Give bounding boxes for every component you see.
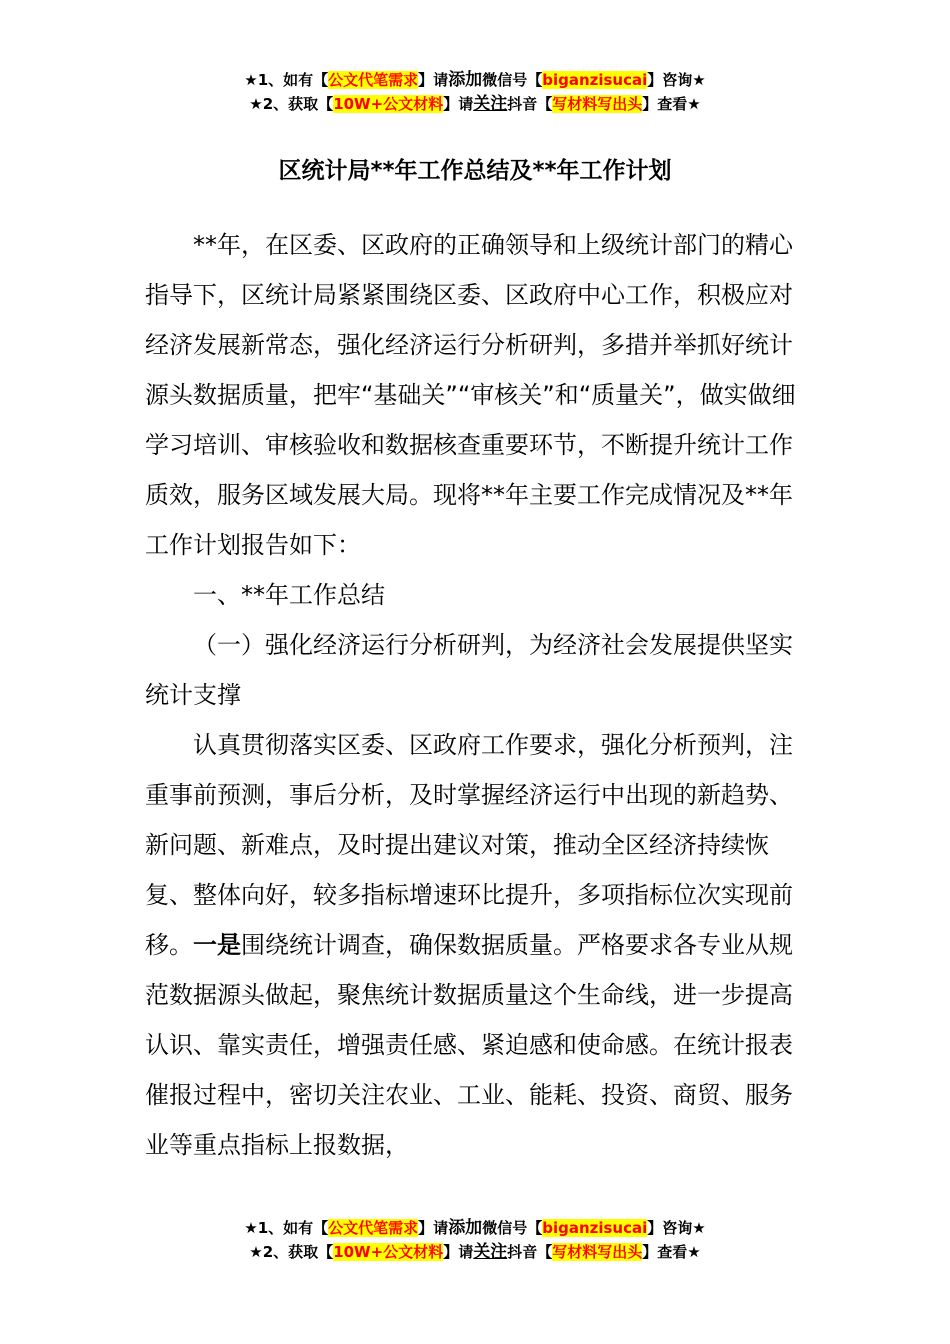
body-paragraph	[145, 720, 810, 1170]
highlight-materials: 10W+公文材料	[333, 1243, 444, 1261]
highlight-wechat-id: biganzisucai	[542, 1219, 648, 1237]
footer-banner	[0, 1216, 950, 1264]
banner-emphasis: 添加	[448, 70, 483, 90]
banner-text: 抖音【	[507, 95, 553, 113]
highlight-service: 公文代笔需求	[328, 1219, 419, 1237]
banner-text: 】请	[443, 95, 474, 113]
banner-emphasis: 关注	[473, 1242, 508, 1262]
subsection-heading: （一）强化经济运行分析研判，为经济社会发展提供坚实统计支撑	[145, 631, 793, 709]
banner-text: ★2、获取【	[249, 1243, 334, 1261]
bold-lead: 一是	[193, 931, 241, 959]
banner-text: ★2、获取【	[249, 95, 334, 113]
highlight-materials: 10W+公文材料	[333, 95, 444, 113]
highlight-douyin-account: 写材料写出头	[552, 95, 643, 113]
banner-text: 】请	[418, 1219, 449, 1237]
banner-line-2	[0, 1240, 950, 1264]
banner-text: 】咨询★	[647, 71, 706, 89]
highlight-douyin-account: 写材料写出头	[552, 1243, 643, 1261]
banner-text: 】请	[443, 1243, 474, 1261]
banner-text: 】查看★	[642, 1243, 701, 1261]
banner-emphasis: 关注	[473, 94, 508, 114]
header-banner	[0, 68, 950, 116]
document-title: 区统计局**年工作总结及**年工作计划	[278, 158, 672, 184]
banner-text: 抖音【	[507, 1243, 553, 1261]
banner-emphasis: 添加	[448, 1218, 483, 1238]
highlight-wechat-id: biganzisucai	[542, 71, 648, 89]
intro-paragraph: **年，在区委、区政府的正确领导和上级统计部门的精心指导下，区统计局紧紧围绕区委、区政府中心工作，积极应对经济发展新常态，强化经济运行分析研判，多措并举抓好统计源头数据质量，把牢“基础关”“审核关”和“质量关”，做实做细学习培训、审核验收和数据核查重要环节，不断提升统计工作质效，服务区域发展大局。现将**年主要工作完成情况及**年工作计划报告如下：	[145, 231, 796, 559]
banner-text: 】请	[418, 71, 449, 89]
banner-text: ★1、如有【	[244, 1219, 329, 1237]
paragraph-text: 围绕统计调查，确保数据质量。严格要求各专业从规范数据源头做起，聚焦统计数据质量这个生命线，进一步提高认识、靠实责任，增强责任感、紧迫感和使命感。在统计报表催报过程中，密切关注农业、工业、能耗、投资、商贸、服务业等重点指标上报数据，	[145, 931, 793, 1159]
banner-line-1	[0, 1216, 950, 1240]
banner-line-1	[0, 68, 950, 92]
document-body	[145, 220, 810, 1170]
section-heading: 一、**年工作总结	[193, 581, 385, 609]
paragraph-text: 认真贯彻落实区委、区政府工作要求，强化分析预判，注重事前预测，事后分析，及时掌握经济运行中出现的新趋势、新问题、新难点，及时提出建议对策，推动全区经济持续恢复、整体向好，较多指标增速环比提升，多项指标位次实现前移。	[145, 731, 793, 959]
highlight-service: 公文代笔需求	[328, 71, 419, 89]
banner-text: ★1、如有【	[244, 71, 329, 89]
banner-text: 】查看★	[642, 95, 701, 113]
banner-text: 】咨询★	[647, 1219, 706, 1237]
banner-line-2	[0, 92, 950, 116]
banner-text: 微信号【	[482, 71, 543, 89]
banner-text: 微信号【	[482, 1219, 543, 1237]
